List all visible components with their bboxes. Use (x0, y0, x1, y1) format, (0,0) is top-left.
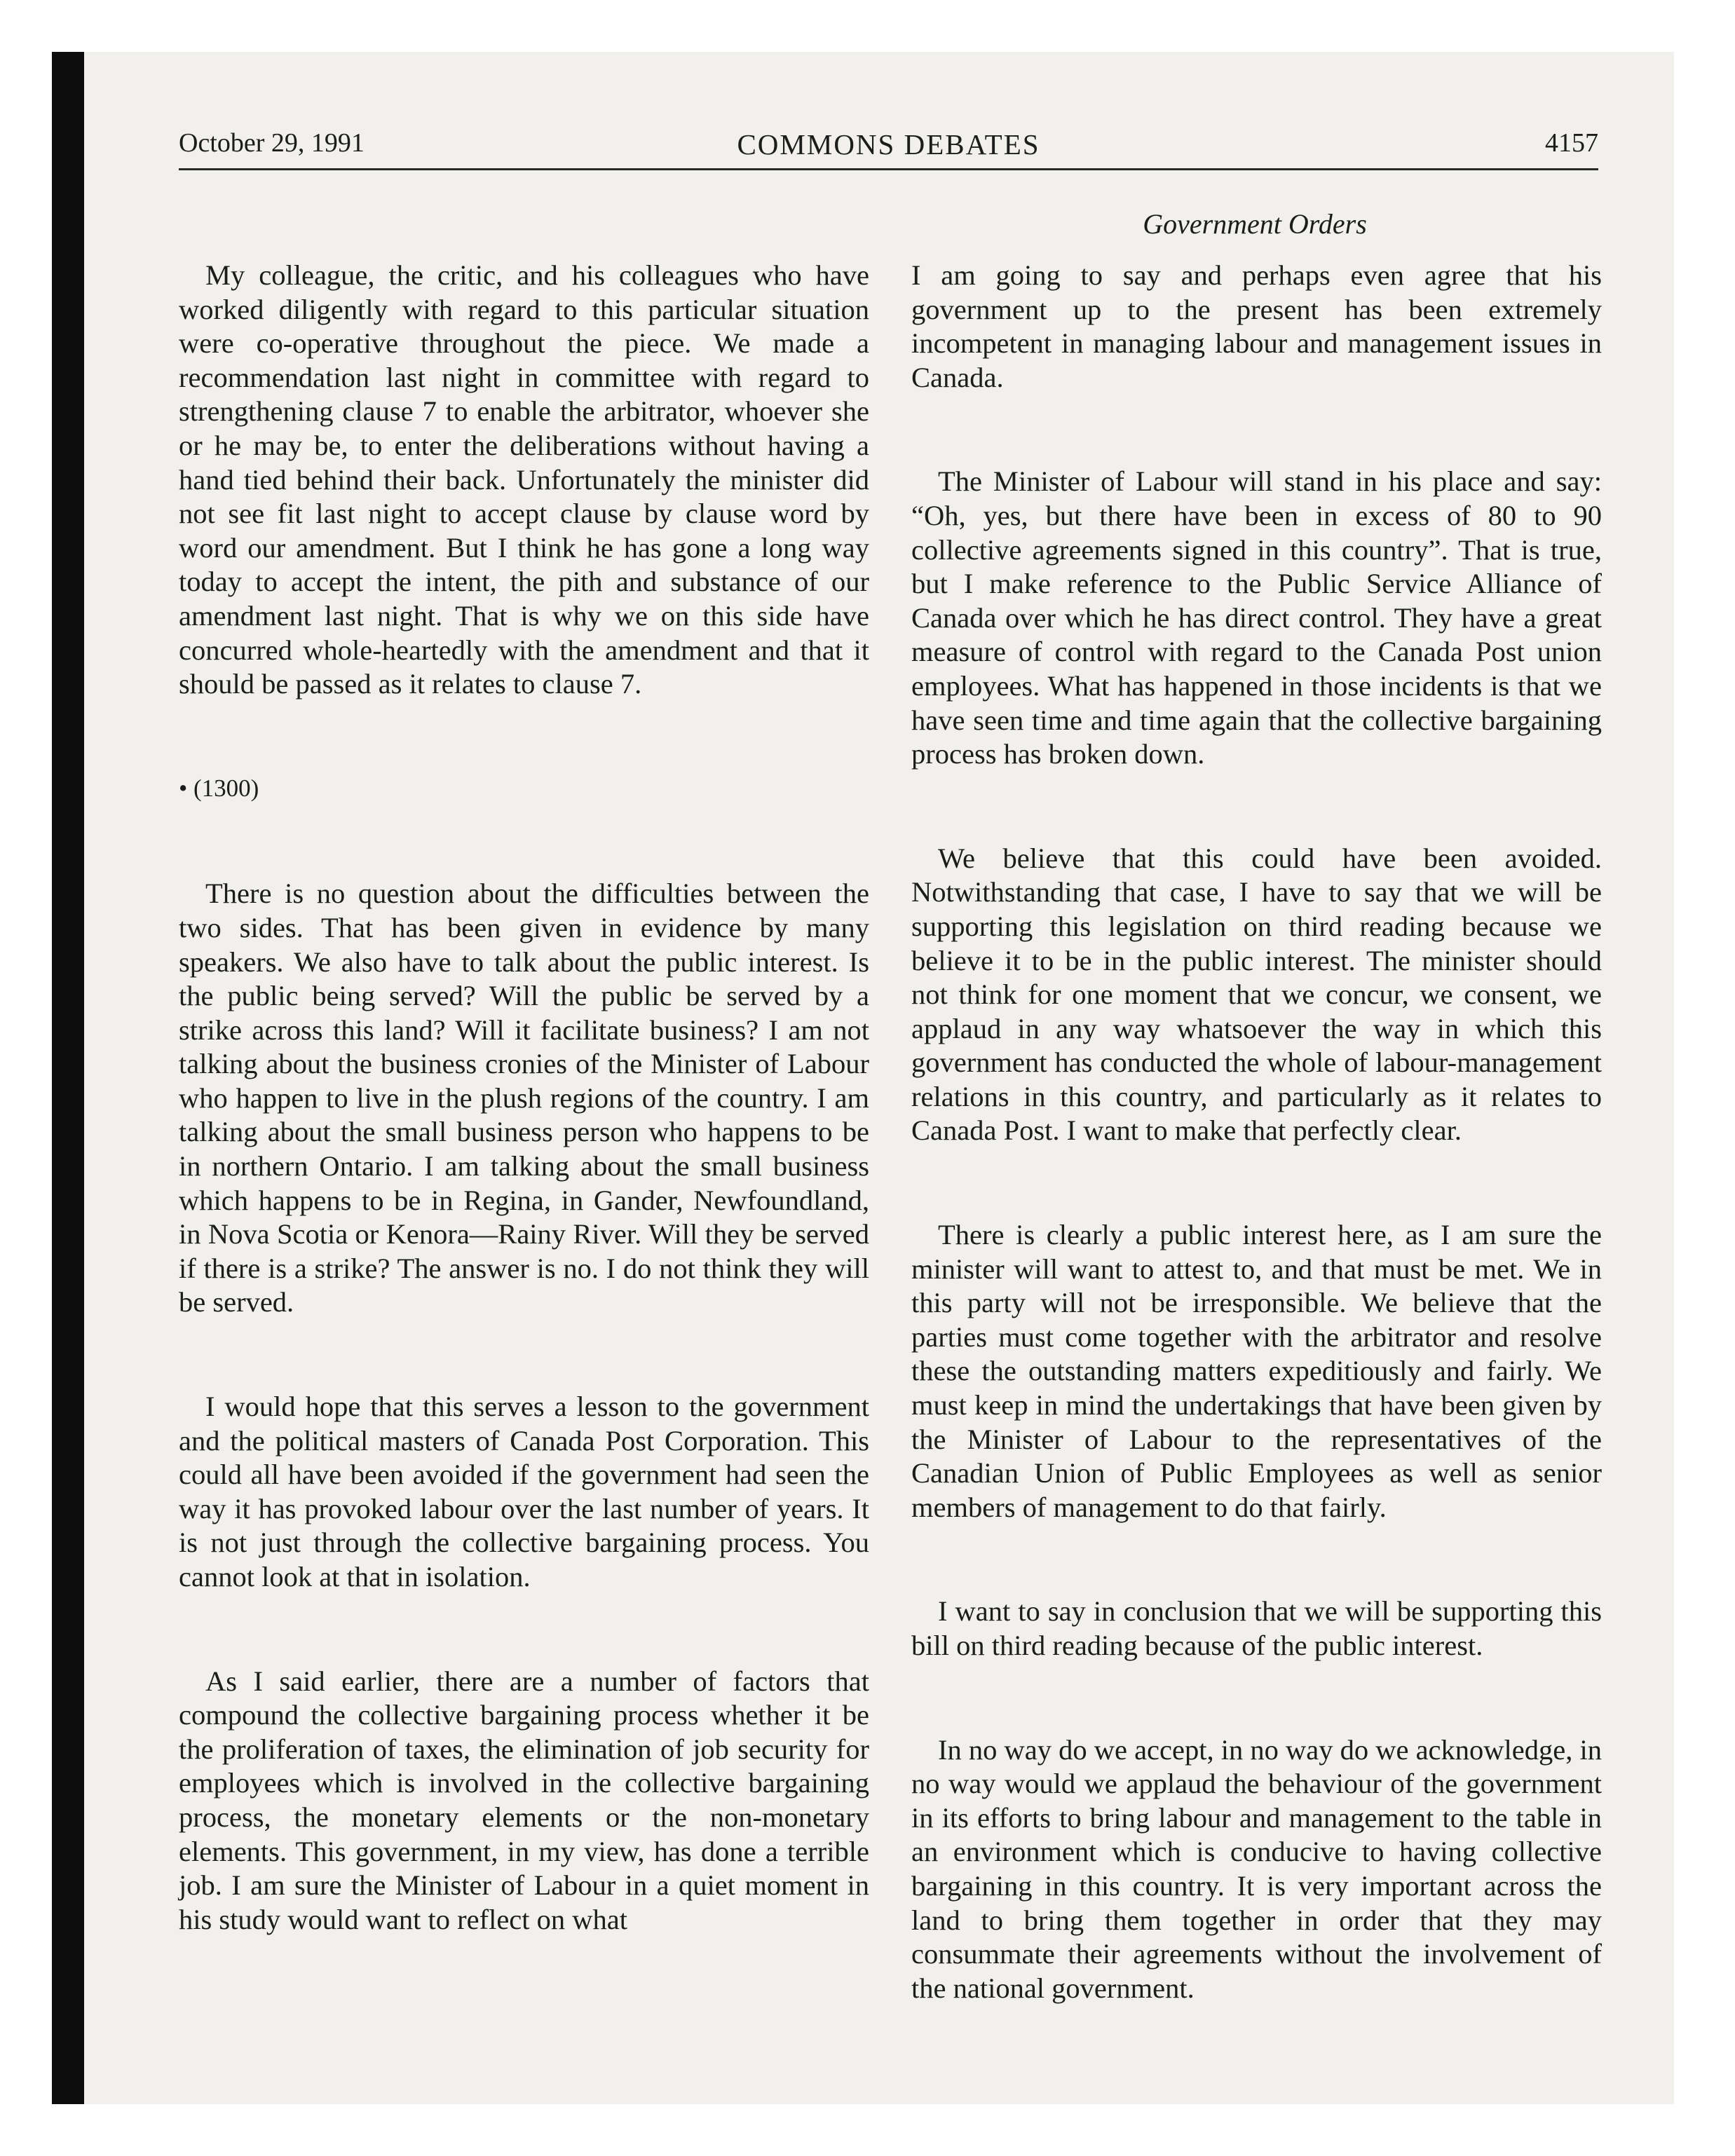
header-date: October 29, 1991 (179, 128, 365, 158)
paragraph: I would hope that this serves a lesson to the government and the political masters of Canada Post Corporation. This could all have been avoided if the government had seen the way it has provoked labour over the last number of years. It is not just through the collective bargaining process. You cannot look at that in isolation. (179, 1391, 869, 1592)
paragraph: The Minister of Labour will stand in his place and say: “Oh, yes, but there have been in excess of 80 to 90 collective agreements signed in this country”. That is true, but I make reference to the Public Service Alliance of Canada over which he has direct control. They have a great measure of control with regard to the Canada Post union employees. What has happened in those incidents is that we have seen time and time again that the collective bargaining process has broken down. (911, 465, 1602, 770)
paragraph: I want to say in conclusion that we will be supporting this bill on third reading because of the public interest. (911, 1595, 1602, 1661)
right-column (911, 259, 1602, 2075)
paragraph: We believe that this could have been avoided. Notwithstanding that case, I have to say that we will be supporting this legislation on third reading because we believe it to be in the public interest. The minister should not think for one moment that we concur, we consent, we applaud in any way whatsoever the way in which this government has conducted the whole of labour-management relations in this country, and particularly as it relates to Canada Post. I want to make that perfectly clear. (911, 842, 1602, 1147)
page-number: 4157 (1545, 128, 1598, 158)
paragraph: There is clearly a public interest here, as I am sure the minister will want to attest to, and that must be met. We in this party will not be irresponsible. We believe that the parties must come together with the arbitrator and resolve these the outstanding matters expeditiously and fairly. We must keep in mind the undertakings that have been given by the Minister of Labour to the representatives of the Canadian Union of Public Employees as well as senior members of management to do that fairly. (911, 1219, 1602, 1523)
paragraph: In no way do we accept, in no way do we acknowledge, in no way would we applaud the behaviour of the government in its efforts to bring labour and management to the table in an environment which is conducive to having collective bargaining in this country. It is very important across the land to bring them together in order that they may consummate their agreements without the involvement of the national government. (911, 1733, 1602, 2004)
paragraph: There is no question about the difficulties between the two sides. That has been given in evidence by many speakers. We also have to talk about the public interest. Is the public being served? Will the public be served by a strike across this land? Will it facilitate business? I am not talking about the business cronies of the Minister of Labour who happen to live in the plush regions of the country. I am talking about the small business person who happens to be in northern Ontario. I am talking about the small business which happens to be in Regina, in Gander, Newfoundland, in Nova Scotia or Kenora—Rainy River. Will they be served if there is a strike? The answer is no. I do not think they will be served. (179, 878, 869, 1318)
scan-edge (52, 52, 84, 2104)
page-header (179, 125, 1598, 170)
paragraph: My colleague, the critic, and his colleagues who have worked diligently with regard to this particular situation were co-operative throughout the piece. We made a recommendation last night in committee with regard to strengthening clause 7 to enable the arbitrator, whoever she or he may be, to enter the deliberations without having a hand tied behind their back. Unfortunately the minister did not see fit last night to accept clause by clause word by word our amendment. But I think he has gone a long way today to accept the intent, the pith and substance of our amendment last night. That is why we on this side have concurred whole-heartedly with the amendment and that it should be passed as it relates to clause 7. (179, 259, 869, 700)
left-column (179, 259, 869, 2007)
paragraph: As I said earlier, there are a number of factors that compound the collective bargaining process whether it be the proliferation of taxes, the elimination of job security for employees which is involved in the collective bargaining process, the monetary elements or the non-monetary elements. This government, in my view, has done a terrible job. I am sure the Minister of Labour in a quiet moment in his study would want to reflect on what (179, 1665, 869, 1935)
time-marker: • (1300) (179, 774, 259, 802)
paragraph-continued: I am going to say and perhaps even agree that his government up to the present has been extremely incompetent in managing labour and management issues in Canada. (911, 259, 1602, 393)
section-label: Government Orders (1143, 208, 1367, 240)
header-title: COMMONS DEBATES (737, 128, 1040, 161)
